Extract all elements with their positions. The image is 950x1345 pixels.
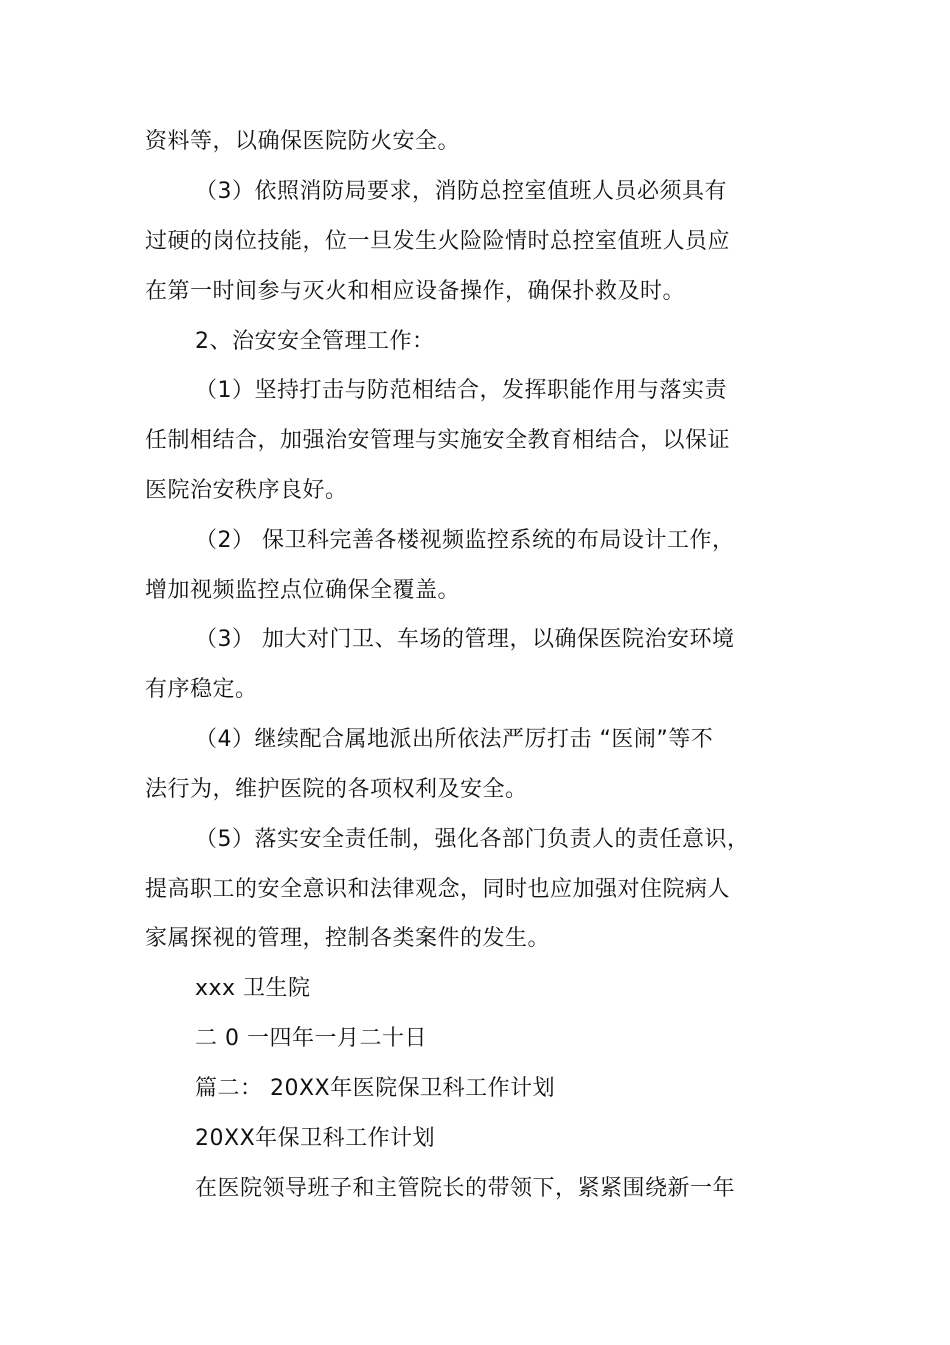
text-line: 家属探视的管理，控制各类案件的发生。: [145, 926, 551, 951]
text-line: （3） 加大对门卫、车场的管理，以确保医院治安环境: [195, 627, 735, 652]
text-line: 在第一时间参与灭火和相应设备操作，确保扑救及时。: [145, 279, 686, 304]
text-line: 在医院领导班子和主管院长的带领下，紧紧围绕新一年: [195, 1176, 736, 1201]
signature-org: xxx 卫生院: [195, 976, 311, 1001]
text-line: 过硬的岗位技能，位一旦发生火险险情时总控室值班人员应: [145, 229, 731, 254]
text-line: （5）落实安全责任制，强化各部门负责人的责任意识，: [195, 827, 750, 852]
text-line: （2） 保卫科完善各楼视频监控系统的布局设计工作，: [195, 528, 735, 553]
text-line: 有序稳定。: [145, 677, 258, 702]
plan-title: 20XX年保卫科工作计划: [195, 1126, 436, 1151]
section-heading: 2、治安安全管理工作：: [195, 329, 435, 354]
text-line: （3）依照消防局要求，消防总控室值班人员必须具有: [195, 179, 727, 204]
text-line: 医院治安秩序良好。: [145, 478, 348, 503]
text-line: 任制相结合，加强治安管理与实施安全教育相结合，以保证: [145, 428, 731, 453]
text-line: 资料等，以确保医院防火安全。: [145, 129, 461, 154]
text-line: 法行为，维护医院的各项权利及安全。: [145, 777, 528, 802]
part-heading: 篇二： 20XX年医院保卫科工作计划: [195, 1076, 556, 1101]
signature-date: 二 0 一四年一月二十日: [195, 1026, 427, 1051]
text-line: 增加视频监控点位确保全覆盖。: [145, 578, 461, 603]
text-line: （1）坚持打击与防范相结合，发挥职能作用与落实责: [195, 378, 727, 403]
text-line: （4）继续配合属地派出所依法严厉打击 “医闹”等不: [195, 727, 714, 752]
text-line: 提高职工的安全意识和法律观念，同时也应加强对住院病人: [145, 877, 731, 902]
